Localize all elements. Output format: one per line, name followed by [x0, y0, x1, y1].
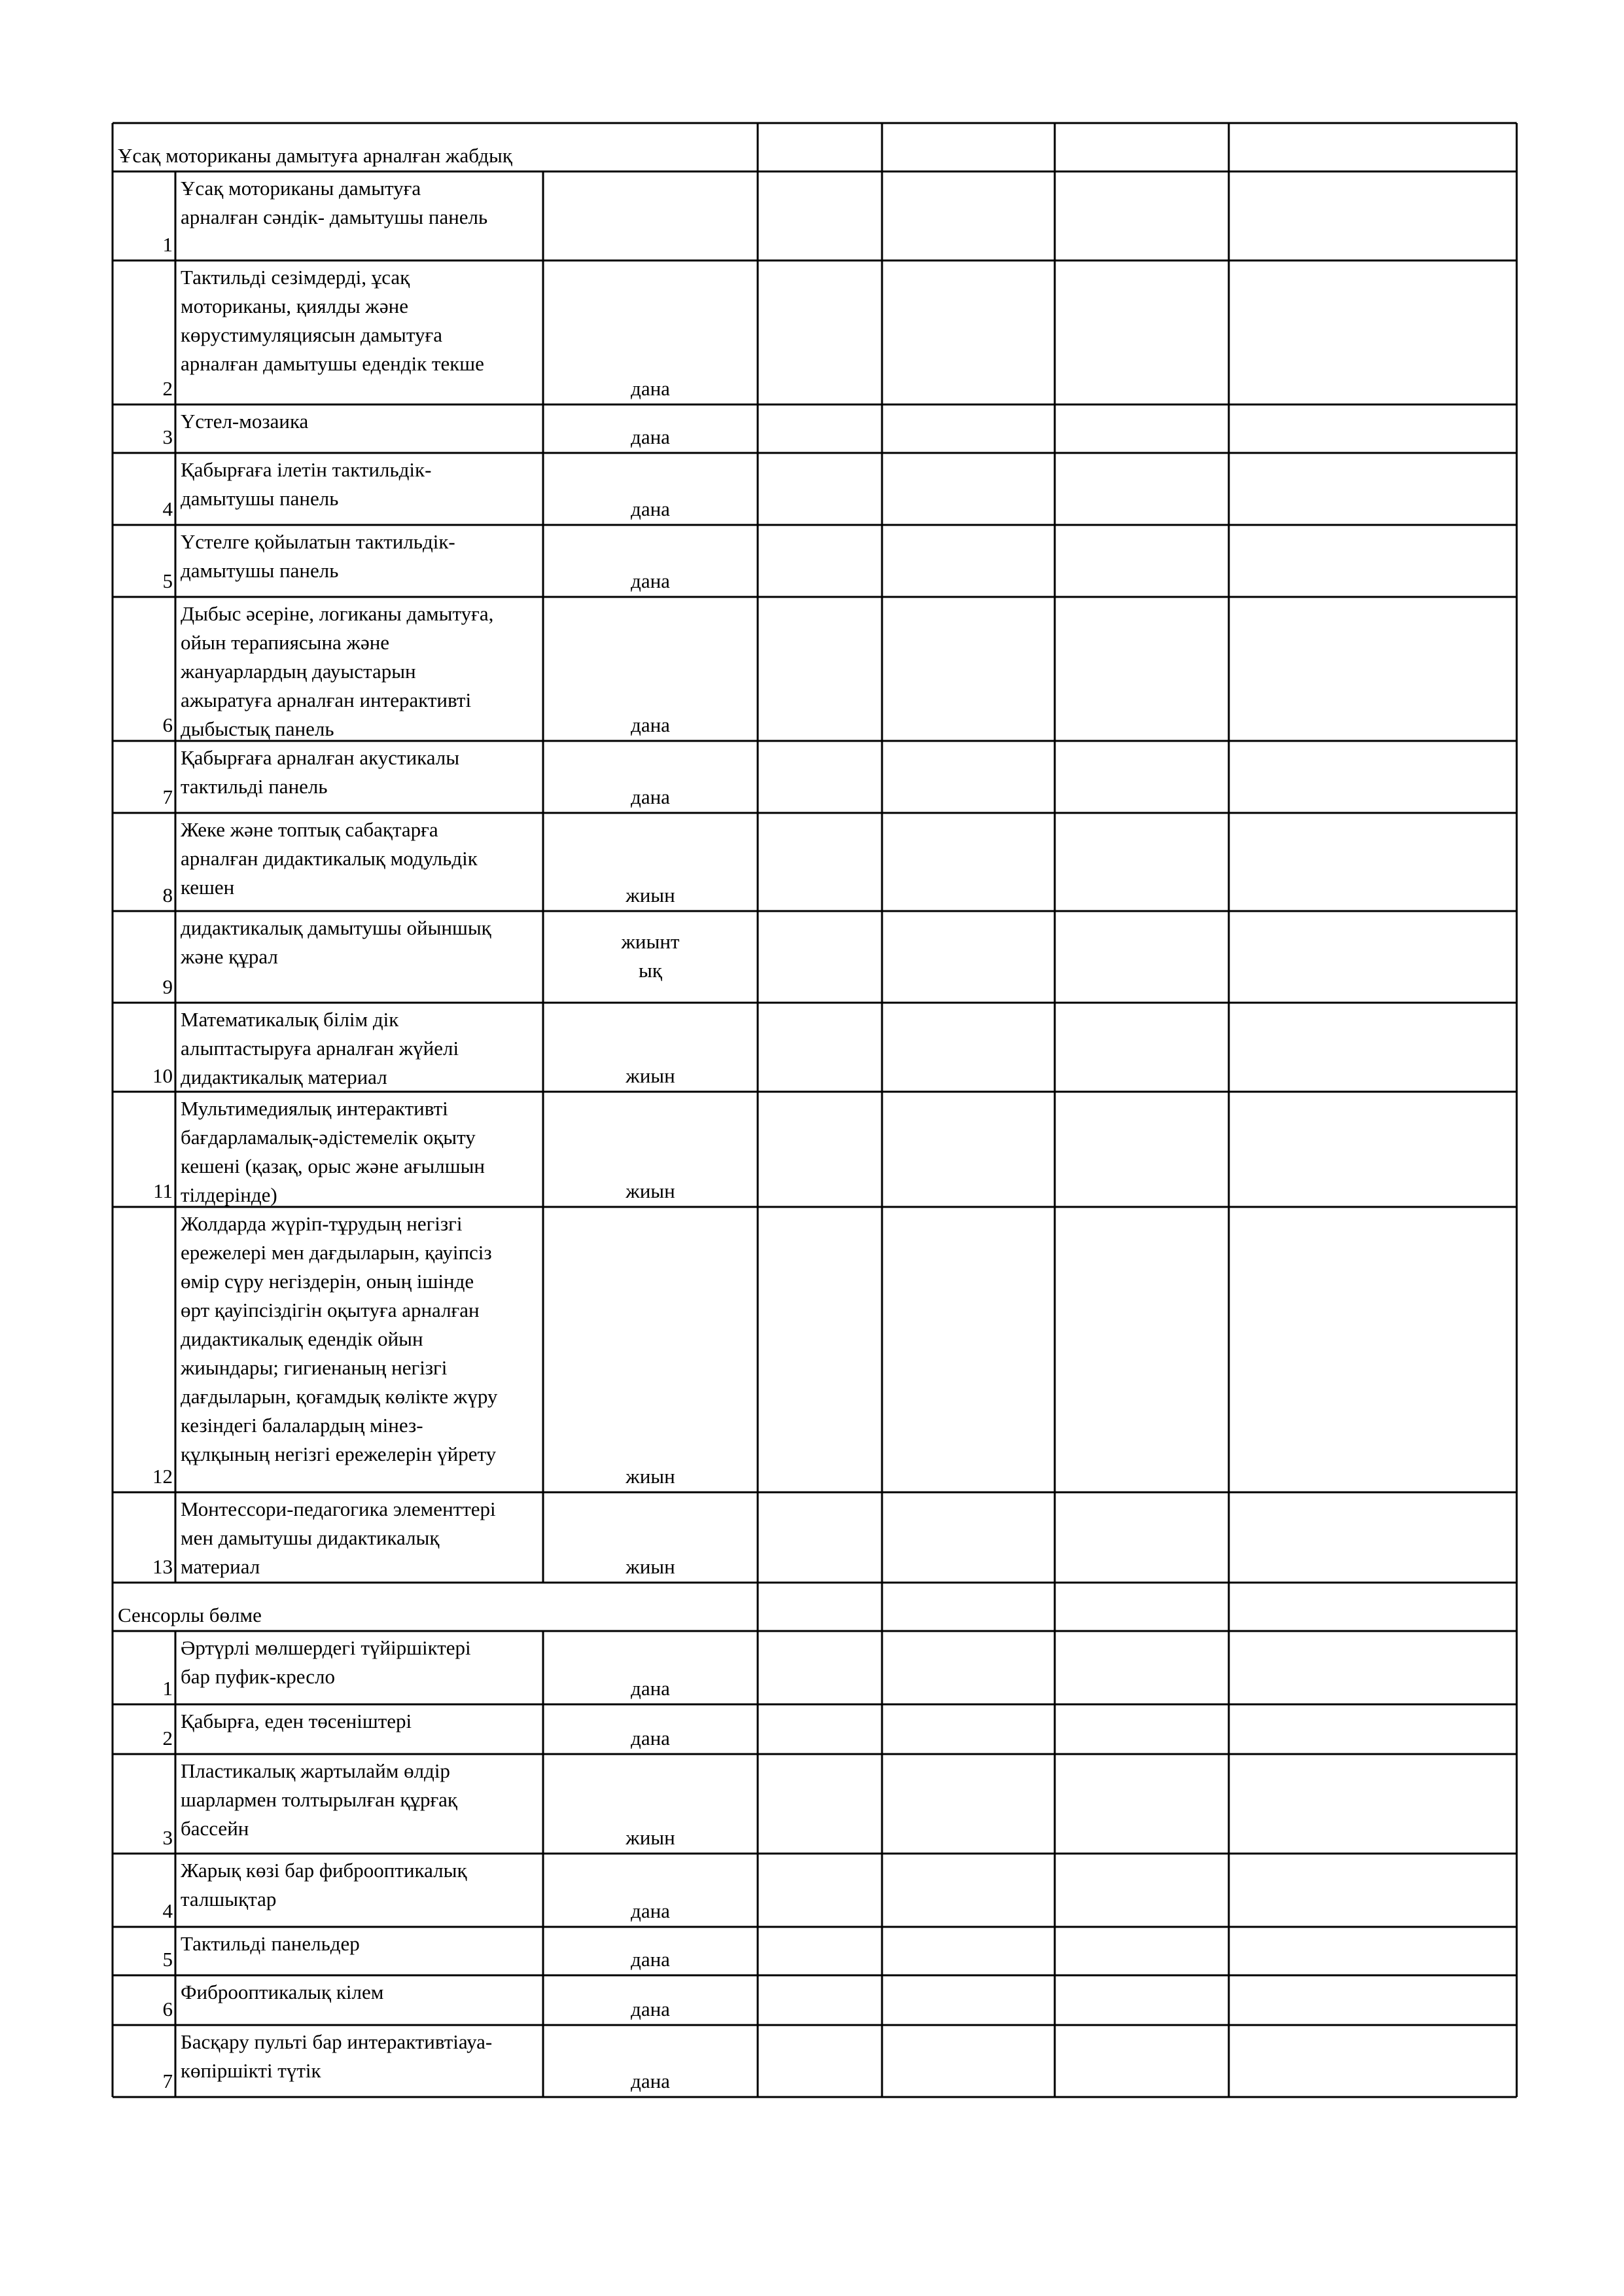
item-name	[175, 1975, 543, 2025]
unit-of-measure-text: дана	[631, 1998, 670, 2020]
item-name	[175, 1854, 543, 1927]
row-number-text: 3	[162, 1826, 173, 1849]
row-number	[113, 1975, 175, 2025]
unit-of-measure-text: дана	[631, 497, 670, 520]
row-number	[113, 1704, 175, 1754]
unit-of-measure	[543, 404, 758, 453]
row-number-text: 8	[162, 884, 173, 906]
unit-of-measure	[543, 2025, 758, 2097]
row-number-text: 11	[153, 1179, 173, 1202]
row-number	[113, 1631, 175, 1704]
item-name	[175, 453, 543, 525]
row-number	[113, 1854, 175, 1927]
item-name	[175, 1704, 543, 1754]
unit-of-measure-text: жиын	[626, 884, 675, 906]
item-name-text: Әртүрлі мөлшердегі түйіршіктері бар пуфик-кресло	[181, 1636, 471, 1688]
row-number-text: 13	[152, 1555, 173, 1578]
item-name	[175, 741, 543, 813]
row-number	[113, 453, 175, 525]
item-name-text: Үстелге қойылатын тактильдік- дамытушы панель	[181, 530, 455, 582]
item-name-text: Басқару пульті бар интерактивтіауа- көпіршікті түтік	[181, 2030, 493, 2082]
row-number	[113, 404, 175, 453]
unit-of-measure-text: дана	[631, 713, 670, 736]
item-name	[175, 1003, 543, 1092]
row-number-text: 12	[152, 1465, 173, 1488]
row-number-text: 4	[162, 497, 173, 520]
row-number-text: 2	[162, 377, 173, 400]
row-number	[113, 597, 175, 741]
row-number	[113, 1003, 175, 1092]
unit-of-measure-text: дана	[631, 785, 670, 808]
section-title-text: Ұсақ моториканы дамытуға арналған жабдық	[118, 144, 512, 167]
row-number-text: 6	[162, 1998, 173, 2020]
row-number-text: 7	[162, 785, 173, 808]
item-name	[175, 171, 543, 260]
unit-of-measure	[543, 1492, 758, 1583]
unit-of-measure-text: жиын	[626, 1179, 675, 1202]
item-name	[175, 1631, 543, 1704]
item-name	[175, 1754, 543, 1854]
unit-of-measure	[543, 911, 758, 1003]
item-name	[175, 597, 543, 741]
row-number-text: 2	[162, 1727, 173, 1749]
row-number	[113, 1492, 175, 1583]
item-name-text: Қабырғаға арналған акустикалы тактильді панель	[181, 746, 460, 798]
item-name-text: Фиброоптикалық кілем	[181, 1981, 384, 2003]
item-name-text: Жеке және топтық сабақтарға арналған дидактикалық модульдік кешен	[181, 818, 478, 899]
item-name	[175, 1927, 543, 1975]
section-title-text: Сенсорлы бөлме	[118, 1604, 262, 1626]
item-name	[175, 404, 543, 453]
unit-of-measure	[543, 1631, 758, 1704]
row-number	[113, 1754, 175, 1854]
unit-of-measure-text: дана	[631, 425, 670, 448]
unit-of-measure	[543, 1754, 758, 1854]
item-name-text: Жарық көзі бар фиброоптикалық талшықтар	[181, 1859, 467, 1910]
unit-of-measure-text: дана	[631, 569, 670, 592]
unit-of-measure	[543, 1927, 758, 1975]
item-name-text: Ұсақ моториканы дамытуға арналған сәндік- дамытушы панель	[181, 177, 488, 228]
item-name-text: Монтессори-педагогика элементтері мен дамытушы дидактикалық материал	[181, 1498, 496, 1578]
unit-of-measure	[543, 171, 758, 260]
unit-of-measure-text: жиын	[626, 1465, 675, 1488]
item-name-text: Тактильді сезімдерді, ұсақ моториканы, қиялды және көрустимуляциясын дамытуға арналған дамытушы едендік текше	[181, 266, 484, 375]
row-number-text: 10	[152, 1064, 173, 1087]
item-name-text: Тактильді панельдер	[181, 1932, 360, 1955]
row-number-text: 5	[162, 569, 173, 592]
item-name-text: Жолдарда жүріп-тұрудың негізгі ережелері мен дағдыларын, қауіпсіз өмір сүру негіздерін, оның ішінде өрт қауіпсіздігін оқытуға арналған дидактикалық едендік ойын жиындары; гигиенаның негізгі дағдыларын, қоғамдық көлікте жүру кезіндегі балалардың мінез- құлқының негізгі ережелерін үйрету	[181, 1212, 498, 1465]
row-number-text: 7	[162, 2070, 173, 2092]
unit-of-measure	[543, 1854, 758, 1927]
unit-of-measure-text: жиын	[626, 1826, 675, 1849]
unit-of-measure	[543, 597, 758, 741]
unit-of-measure-text: жиынт ық	[621, 930, 680, 982]
row-number-text: 1	[162, 233, 173, 256]
item-name-text: Қабырға, еден төсеніштері	[181, 1710, 412, 1732]
row-number-text: 9	[162, 975, 173, 998]
row-number-text: 3	[162, 425, 173, 448]
item-name	[175, 1207, 543, 1492]
row-number-text: 6	[162, 713, 173, 736]
unit-of-measure	[543, 1704, 758, 1754]
unit-of-measure-text: дана	[631, 1899, 670, 1922]
row-number	[113, 525, 175, 597]
item-name	[175, 1492, 543, 1583]
unit-of-measure	[543, 741, 758, 813]
row-number	[113, 171, 175, 260]
item-name	[175, 813, 543, 911]
row-number	[113, 1207, 175, 1492]
row-number	[113, 2025, 175, 2097]
unit-of-measure	[543, 1975, 758, 2025]
unit-of-measure	[543, 813, 758, 911]
unit-of-measure	[543, 1092, 758, 1207]
row-number	[113, 260, 175, 404]
unit-of-measure-text: дана	[631, 1948, 670, 1971]
unit-of-measure	[543, 1207, 758, 1492]
row-number-text: 4	[162, 1899, 173, 1922]
section-title	[113, 1583, 758, 1631]
unit-of-measure-text: дана	[631, 1677, 670, 1700]
row-number	[113, 1927, 175, 1975]
unit-of-measure	[543, 1003, 758, 1092]
unit-of-measure-text: дана	[631, 377, 670, 400]
item-name-text: Мультимедиялық интерактивті бағдарламалық-әдістемелік оқыту кешені (қазақ, орыс және ағылшын тілдерінде)	[181, 1097, 485, 1206]
item-name	[175, 2025, 543, 2097]
row-number	[113, 1092, 175, 1207]
item-name	[175, 911, 543, 1003]
item-name	[175, 1092, 543, 1207]
row-number-text: 5	[162, 1948, 173, 1971]
item-name-text: Дыбыс әсеріне, логиканы дамытуға, ойын терапиясына және жануарлардың дауыстарын ажыратуға арналған интерактивті дыбыстық панель	[181, 602, 494, 740]
item-name	[175, 260, 543, 404]
row-number	[113, 911, 175, 1003]
item-name-text: Қабырғаға ілетін тактильдік- дамытушы панель	[181, 458, 432, 510]
unit-of-measure	[543, 260, 758, 404]
unit-of-measure-text: дана	[631, 2070, 670, 2092]
item-name-text: Пластикалық жартылайм өлдір шарлармен толтырылған құрғақ бассейн	[181, 1759, 457, 1840]
unit-of-measure-text: жиын	[626, 1064, 675, 1087]
item-name	[175, 525, 543, 597]
unit-of-measure-text: дана	[631, 1727, 670, 1749]
unit-of-measure	[543, 525, 758, 597]
row-number	[113, 741, 175, 813]
row-number-text: 1	[162, 1677, 173, 1700]
row-number	[113, 813, 175, 911]
unit-of-measure	[543, 453, 758, 525]
item-name-text: дидактикалық дамытушы ойыншық және құрал	[181, 916, 491, 968]
item-name-text: Математикалық білім дік алыптастыруға арналған жүйелі дидактикалық материал	[181, 1008, 459, 1088]
unit-of-measure-text: жиын	[626, 1555, 675, 1578]
item-name-text: Үстел-мозаика	[181, 410, 309, 433]
section-title	[113, 123, 758, 171]
